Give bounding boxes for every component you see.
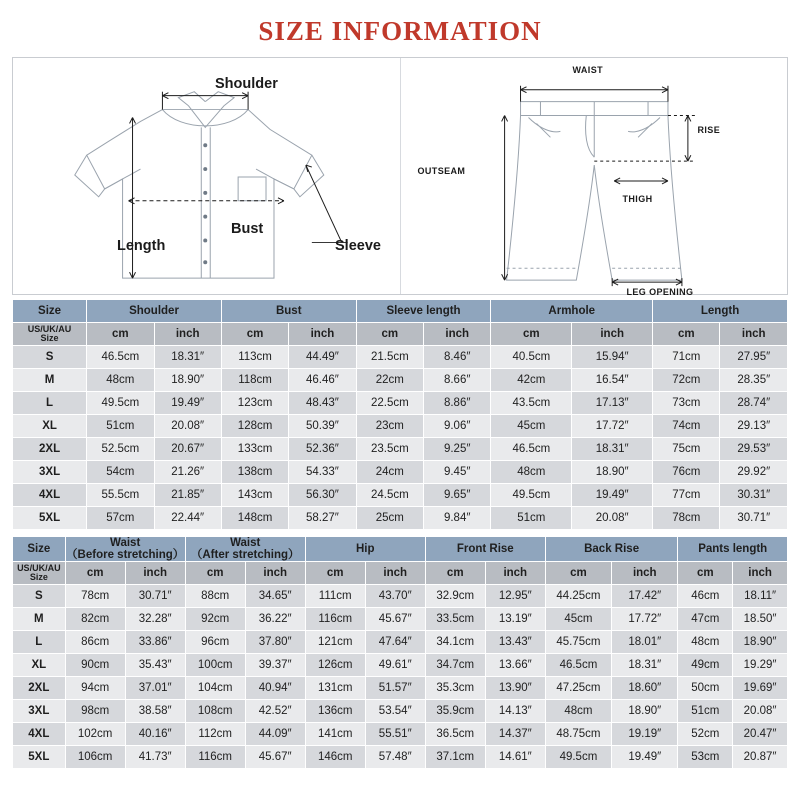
cell: 37.80″ — [245, 631, 305, 654]
row-size: 2XL — [13, 438, 87, 461]
cell: 35.9cm — [425, 700, 485, 723]
cell: 78cm — [65, 585, 125, 608]
cell: 29.13″ — [720, 415, 788, 438]
table-row — [13, 415, 788, 438]
cell: 94cm — [65, 677, 125, 700]
unit-inch: inch — [154, 323, 221, 346]
cell: 37.1cm — [425, 746, 485, 769]
table-group-header-row — [13, 300, 788, 323]
cell: 19.19″ — [612, 723, 678, 746]
cell: 82cm — [65, 608, 125, 631]
bust-label: Bust — [231, 221, 264, 237]
shirt-illustration-svg — [13, 58, 400, 294]
cell: 47cm — [678, 608, 733, 631]
cell: 44.49″ — [289, 346, 356, 369]
cell: 22cm — [356, 369, 423, 392]
row-size: 4XL — [13, 484, 87, 507]
cell: 16.54″ — [572, 369, 653, 392]
cell: 49.5cm — [491, 484, 572, 507]
table-unit-header-row — [13, 323, 788, 346]
header-pants-length: Pants length — [678, 537, 788, 562]
unit-inch: inch — [572, 323, 653, 346]
row-size: 5XL — [13, 746, 66, 769]
cell: 36.22″ — [245, 608, 305, 631]
cell: 50cm — [678, 677, 733, 700]
cell: 49.61″ — [365, 654, 425, 677]
header-shoulder: Shoulder — [87, 300, 222, 323]
cell: 19.49″ — [572, 484, 653, 507]
cell: 108cm — [185, 700, 245, 723]
cell: 21.85″ — [154, 484, 221, 507]
cell: 17.13″ — [572, 392, 653, 415]
cell: 17.72″ — [612, 608, 678, 631]
cell: 136cm — [305, 700, 365, 723]
length-label: Length — [117, 238, 166, 254]
cell: 27.95″ — [720, 346, 788, 369]
cell: 118cm — [221, 369, 288, 392]
cell: 20.08″ — [154, 415, 221, 438]
cell: 8.86″ — [424, 392, 491, 415]
cell: 13.43″ — [485, 631, 545, 654]
cell: 20.87″ — [733, 746, 788, 769]
pants-illustration-svg — [401, 58, 788, 294]
cell: 33.5cm — [425, 608, 485, 631]
unit-inch: inch — [424, 323, 491, 346]
cell: 21.26″ — [154, 461, 221, 484]
cell: 48.75cm — [545, 723, 611, 746]
unit-inch: inch — [125, 562, 185, 585]
cell: 39.37″ — [245, 654, 305, 677]
cell: 88cm — [185, 585, 245, 608]
table-row — [13, 346, 788, 369]
table-row — [13, 677, 788, 700]
cell: 23.5cm — [356, 438, 423, 461]
unit-cm: cm — [305, 562, 365, 585]
row-size: S — [13, 346, 87, 369]
cell: 28.74″ — [720, 392, 788, 415]
cell: 13.19″ — [485, 608, 545, 631]
unit-cm: cm — [545, 562, 611, 585]
cell: 126cm — [305, 654, 365, 677]
cell: 72cm — [653, 369, 720, 392]
unit-cm: cm — [185, 562, 245, 585]
cell: 18.90″ — [733, 631, 788, 654]
cell: 43.70″ — [365, 585, 425, 608]
cell: 29.92″ — [720, 461, 788, 484]
cell: 28.35″ — [720, 369, 788, 392]
unit-inch: inch — [289, 323, 356, 346]
table-row — [13, 608, 788, 631]
cell: 30.31″ — [720, 484, 788, 507]
cell: 18.90″ — [572, 461, 653, 484]
cell: 34.7cm — [425, 654, 485, 677]
cell: 78cm — [653, 507, 720, 530]
cell: 43.5cm — [491, 392, 572, 415]
cell: 9.84″ — [424, 507, 491, 530]
cell: 13.90″ — [485, 677, 545, 700]
cell: 116cm — [185, 746, 245, 769]
header-size-standard: US/UK/AU Size — [13, 562, 66, 585]
cell: 52.36″ — [289, 438, 356, 461]
shoulder-label: Shoulder — [215, 76, 278, 92]
row-size: XL — [13, 654, 66, 677]
unit-cm: cm — [356, 323, 423, 346]
row-size: M — [13, 369, 87, 392]
row-size: 3XL — [13, 461, 87, 484]
cell: 12.95″ — [485, 585, 545, 608]
row-size: 4XL — [13, 723, 66, 746]
cell: 52.5cm — [87, 438, 154, 461]
header-length: Length — [653, 300, 788, 323]
cell: 57cm — [87, 507, 154, 530]
cell: 46.46″ — [289, 369, 356, 392]
header-size: Size — [13, 300, 87, 323]
cell: 14.37″ — [485, 723, 545, 746]
cell: 42.52″ — [245, 700, 305, 723]
cell: 46.5cm — [87, 346, 154, 369]
cell: 18.01″ — [612, 631, 678, 654]
cell: 30.71″ — [720, 507, 788, 530]
cell: 18.31″ — [572, 438, 653, 461]
cell: 106cm — [65, 746, 125, 769]
cell: 148cm — [221, 507, 288, 530]
cell: 123cm — [221, 392, 288, 415]
cell: 19.49″ — [612, 746, 678, 769]
cell: 17.42″ — [612, 585, 678, 608]
cell: 112cm — [185, 723, 245, 746]
cell: 76cm — [653, 461, 720, 484]
cell: 35.43″ — [125, 654, 185, 677]
row-size: XL — [13, 415, 87, 438]
cell: 42cm — [491, 369, 572, 392]
cell: 56.30″ — [289, 484, 356, 507]
cell: 19.49″ — [154, 392, 221, 415]
shirt-diagram — [13, 58, 400, 294]
unit-cm: cm — [221, 323, 288, 346]
unit-cm: cm — [65, 562, 125, 585]
outseam-label: OUTSEAM — [417, 166, 466, 176]
row-size: 3XL — [13, 700, 66, 723]
cell: 30.71″ — [125, 585, 185, 608]
cell: 146cm — [305, 746, 365, 769]
cell: 111cm — [305, 585, 365, 608]
cell: 73cm — [653, 392, 720, 415]
cell: 45.75cm — [545, 631, 611, 654]
cell: 20.08″ — [572, 507, 653, 530]
cell: 20.47″ — [733, 723, 788, 746]
row-size: 2XL — [13, 677, 66, 700]
cell: 54.33″ — [289, 461, 356, 484]
row-size: 5XL — [13, 507, 87, 530]
cell: 47.25cm — [545, 677, 611, 700]
cell: 18.11″ — [733, 585, 788, 608]
row-size: S — [13, 585, 66, 608]
sleeve-label: Sleeve — [335, 238, 381, 254]
cell: 46.5cm — [545, 654, 611, 677]
cell: 48.43″ — [289, 392, 356, 415]
cell: 33.86″ — [125, 631, 185, 654]
cell: 90cm — [65, 654, 125, 677]
header-size-standard: US/UK/AU Size — [13, 323, 87, 346]
cell: 96cm — [185, 631, 245, 654]
row-size: L — [13, 392, 87, 415]
cell: 14.13″ — [485, 700, 545, 723]
cell: 49.5cm — [545, 746, 611, 769]
measurement-diagrams — [12, 57, 788, 295]
unit-cm: cm — [491, 323, 572, 346]
header-waist-before-stretching: Waist （Before stretching） — [66, 537, 185, 562]
cell: 37.01″ — [125, 677, 185, 700]
cell: 19.29″ — [733, 654, 788, 677]
cell: 20.67″ — [154, 438, 221, 461]
table-row — [13, 392, 788, 415]
table-unit-header-row — [13, 562, 788, 585]
table-row — [13, 369, 788, 392]
unit-inch: inch — [365, 562, 425, 585]
cell: 48cm — [491, 461, 572, 484]
unit-cm: cm — [87, 323, 154, 346]
cell: 98cm — [65, 700, 125, 723]
cell: 18.90″ — [154, 369, 221, 392]
cell: 44.09″ — [245, 723, 305, 746]
cell: 116cm — [305, 608, 365, 631]
cell: 18.90″ — [612, 700, 678, 723]
rise-label: RISE — [697, 125, 721, 135]
cell: 23cm — [356, 415, 423, 438]
cell: 77cm — [653, 484, 720, 507]
table-row — [13, 507, 788, 530]
cell: 141cm — [305, 723, 365, 746]
cell: 29.53″ — [720, 438, 788, 461]
table-row — [13, 585, 788, 608]
cell: 52cm — [678, 723, 733, 746]
cell: 48cm — [545, 700, 611, 723]
unit-cm: cm — [678, 562, 733, 585]
cell: 51.57″ — [365, 677, 425, 700]
header-front-rise: Front Rise — [425, 537, 545, 562]
cell: 55.51″ — [365, 723, 425, 746]
cell: 13.66″ — [485, 654, 545, 677]
cell: 74cm — [653, 415, 720, 438]
cell: 36.5cm — [425, 723, 485, 746]
unit-cm: cm — [425, 562, 485, 585]
cell: 35.3cm — [425, 677, 485, 700]
cell: 9.25″ — [424, 438, 491, 461]
header-bust: Bust — [221, 300, 356, 323]
cell: 19.69″ — [733, 677, 788, 700]
cell: 49cm — [678, 654, 733, 677]
cell: 14.61″ — [485, 746, 545, 769]
cell: 32.9cm — [425, 585, 485, 608]
cell: 18.31″ — [612, 654, 678, 677]
table-row — [13, 746, 788, 769]
cell: 53cm — [678, 746, 733, 769]
cell: 86cm — [65, 631, 125, 654]
unit-inch: inch — [485, 562, 545, 585]
cell: 45cm — [545, 608, 611, 631]
header-size: Size — [13, 537, 66, 562]
table-row — [13, 723, 788, 746]
table-group-header-row — [13, 537, 788, 562]
cell: 121cm — [305, 631, 365, 654]
row-size: L — [13, 631, 66, 654]
cell: 9.45″ — [424, 461, 491, 484]
cell: 71cm — [653, 346, 720, 369]
cell: 53.54″ — [365, 700, 425, 723]
cell: 45.67″ — [245, 746, 305, 769]
cell: 48cm — [87, 369, 154, 392]
unit-inch: inch — [720, 323, 788, 346]
unit-inch: inch — [733, 562, 788, 585]
cell: 20.08″ — [733, 700, 788, 723]
cell: 48cm — [678, 631, 733, 654]
waist-label: WAIST — [572, 65, 603, 75]
cell: 22.44″ — [154, 507, 221, 530]
cell: 100cm — [185, 654, 245, 677]
unit-inch: inch — [245, 562, 305, 585]
cell: 8.66″ — [424, 369, 491, 392]
leg-opening-label: LEG OPENING — [626, 287, 694, 297]
row-size: M — [13, 608, 66, 631]
unit-inch: inch — [612, 562, 678, 585]
cell: 18.50″ — [733, 608, 788, 631]
cell: 25cm — [356, 507, 423, 530]
pants-diagram — [400, 58, 788, 297]
cell: 41.73″ — [125, 746, 185, 769]
cell: 40.94″ — [245, 677, 305, 700]
table-row — [13, 484, 788, 507]
page-title: SIZE INFORMATION — [258, 16, 542, 46]
cell: 46.5cm — [491, 438, 572, 461]
cell: 34.1cm — [425, 631, 485, 654]
table-row — [13, 461, 788, 484]
cell: 51cm — [491, 507, 572, 530]
thigh-label: THIGH — [622, 194, 653, 204]
cell: 24.5cm — [356, 484, 423, 507]
header-waist-after-stretching: Waist （After stretching） — [185, 537, 305, 562]
cell: 143cm — [221, 484, 288, 507]
cell: 104cm — [185, 677, 245, 700]
cell: 45cm — [491, 415, 572, 438]
cell: 55.5cm — [87, 484, 154, 507]
table-row — [13, 654, 788, 677]
cell: 128cm — [221, 415, 288, 438]
cell: 34.65″ — [245, 585, 305, 608]
cell: 75cm — [653, 438, 720, 461]
table-row — [13, 700, 788, 723]
unit-cm: cm — [653, 323, 720, 346]
bottom-size-table — [12, 536, 788, 769]
cell: 133cm — [221, 438, 288, 461]
cell: 54cm — [87, 461, 154, 484]
cell: 15.94″ — [572, 346, 653, 369]
cell: 32.28″ — [125, 608, 185, 631]
header-sleeve-length: Sleeve length — [356, 300, 491, 323]
cell: 8.46″ — [424, 346, 491, 369]
cell: 47.64″ — [365, 631, 425, 654]
cell: 44.25cm — [545, 585, 611, 608]
cell: 50.39″ — [289, 415, 356, 438]
cell: 57.48″ — [365, 746, 425, 769]
cell: 40.5cm — [491, 346, 572, 369]
cell: 40.16″ — [125, 723, 185, 746]
cell: 46cm — [678, 585, 733, 608]
cell: 9.06″ — [424, 415, 491, 438]
table-row — [13, 631, 788, 654]
cell: 51cm — [678, 700, 733, 723]
table-row — [13, 438, 788, 461]
cell: 113cm — [221, 346, 288, 369]
cell: 38.58″ — [125, 700, 185, 723]
top-size-table — [12, 299, 788, 530]
cell: 18.31″ — [154, 346, 221, 369]
cell: 9.65″ — [424, 484, 491, 507]
header-hip: Hip — [305, 537, 425, 562]
cell: 138cm — [221, 461, 288, 484]
cell: 51cm — [87, 415, 154, 438]
header-armhole: Armhole — [491, 300, 653, 323]
cell: 102cm — [65, 723, 125, 746]
cell: 22.5cm — [356, 392, 423, 415]
cell: 58.27″ — [289, 507, 356, 530]
cell: 24cm — [356, 461, 423, 484]
cell: 92cm — [185, 608, 245, 631]
cell: 45.67″ — [365, 608, 425, 631]
header-back-rise: Back Rise — [545, 537, 678, 562]
cell: 21.5cm — [356, 346, 423, 369]
cell: 131cm — [305, 677, 365, 700]
cell: 49.5cm — [87, 392, 154, 415]
cell: 18.60″ — [612, 677, 678, 700]
cell: 17.72″ — [572, 415, 653, 438]
